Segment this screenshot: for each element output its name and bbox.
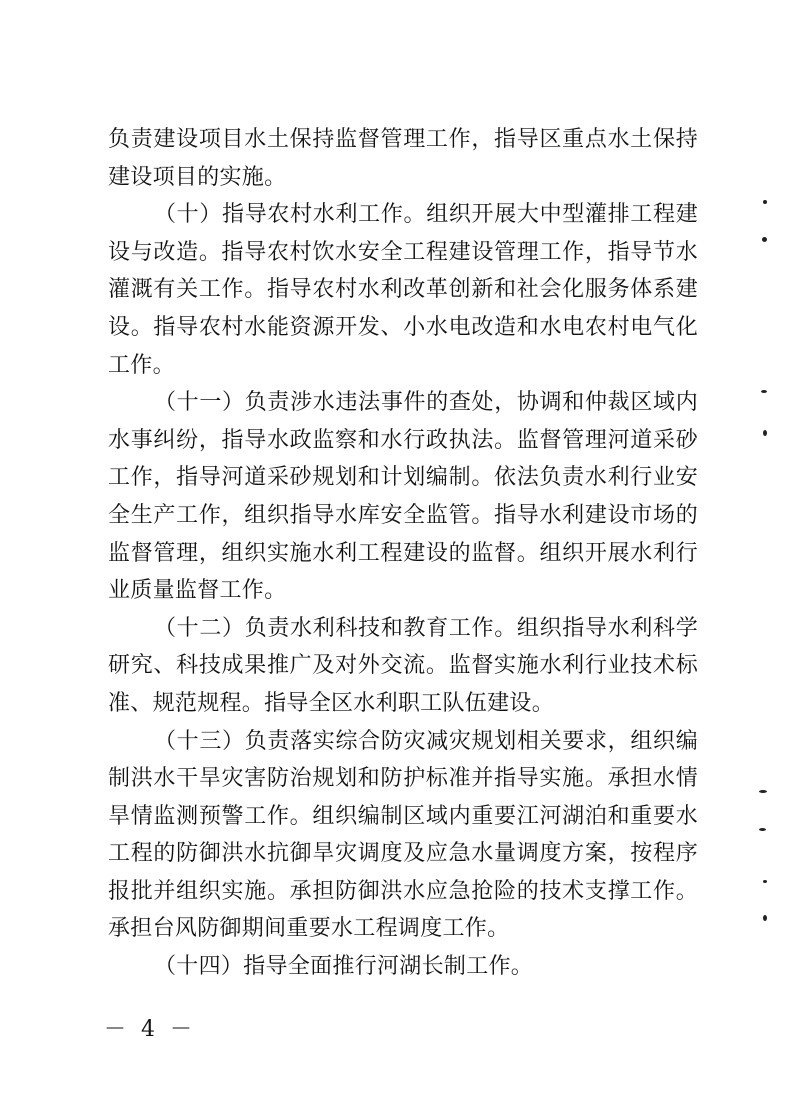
scan-speck: [763, 915, 767, 921]
scan-speck: [763, 430, 767, 436]
paragraph-item-14: （十四）指导全面推行河湖长制工作。: [154, 954, 534, 980]
scan-speck: [761, 390, 767, 393]
scan-speck: [759, 790, 767, 793]
scan-speck: [759, 828, 766, 831]
body-text: [108, 121, 698, 986]
scan-speck: [762, 237, 767, 242]
paragraph-item-13: （十三）负责落实综合防灾减灾规划相关要求，组织编制洪水干旱灾害防治规划和防护标准并指导实施。承担水情旱情监测预警工作。组织编制区域内重要江河湖泊和重要水工程的防御洪水抗御旱灾调度及应急水量调度方案，按程序报批并组织实施。承担防御洪水应急抢险的技术支撑工作。承担台风防御期间重要水工程调度工作。: [108, 728, 698, 942]
paragraph-item-12: （十二）负责水利科技和教育工作。组织指导水利科学研究、科技成果推广及对外交流。监督实施水利行业技术标准、规范规程。指导全区水利职工队伍建设。: [108, 615, 698, 716]
scan-speck: [763, 200, 767, 204]
page-number: － 4 －: [104, 1017, 196, 1042]
scan-speck: [763, 880, 767, 883]
paragraph-continuation: 负责建设项目水土保持监督管理工作，指导区重点水土保持建设项目的实施。: [108, 127, 698, 190]
paragraph-item-11: （十一）负责涉水违法事件的查处，协调和仲裁区域内水事纠纷，指导水政监察和水行政执法。监督管理河道采砂工作，指导河道采砂规划和计划编制。依法负责水利行业安全生产工作，组织指导水库安全监管。指导水利建设市场的监督管理，组织实施水利工程建设的监督。组织开展水利行业质量监督工作。: [108, 390, 698, 604]
paragraph-item-10: （十）指导农村水利工作。组织开展大中型灌排工程建设与改造。指导农村饮水安全工程建设管理工作，指导节水灌溉有关工作。指导农村水利改革创新和社会化服务体系建设。指导农村水能资源开发、小水电改造和水电农村电气化工作。: [108, 202, 698, 378]
